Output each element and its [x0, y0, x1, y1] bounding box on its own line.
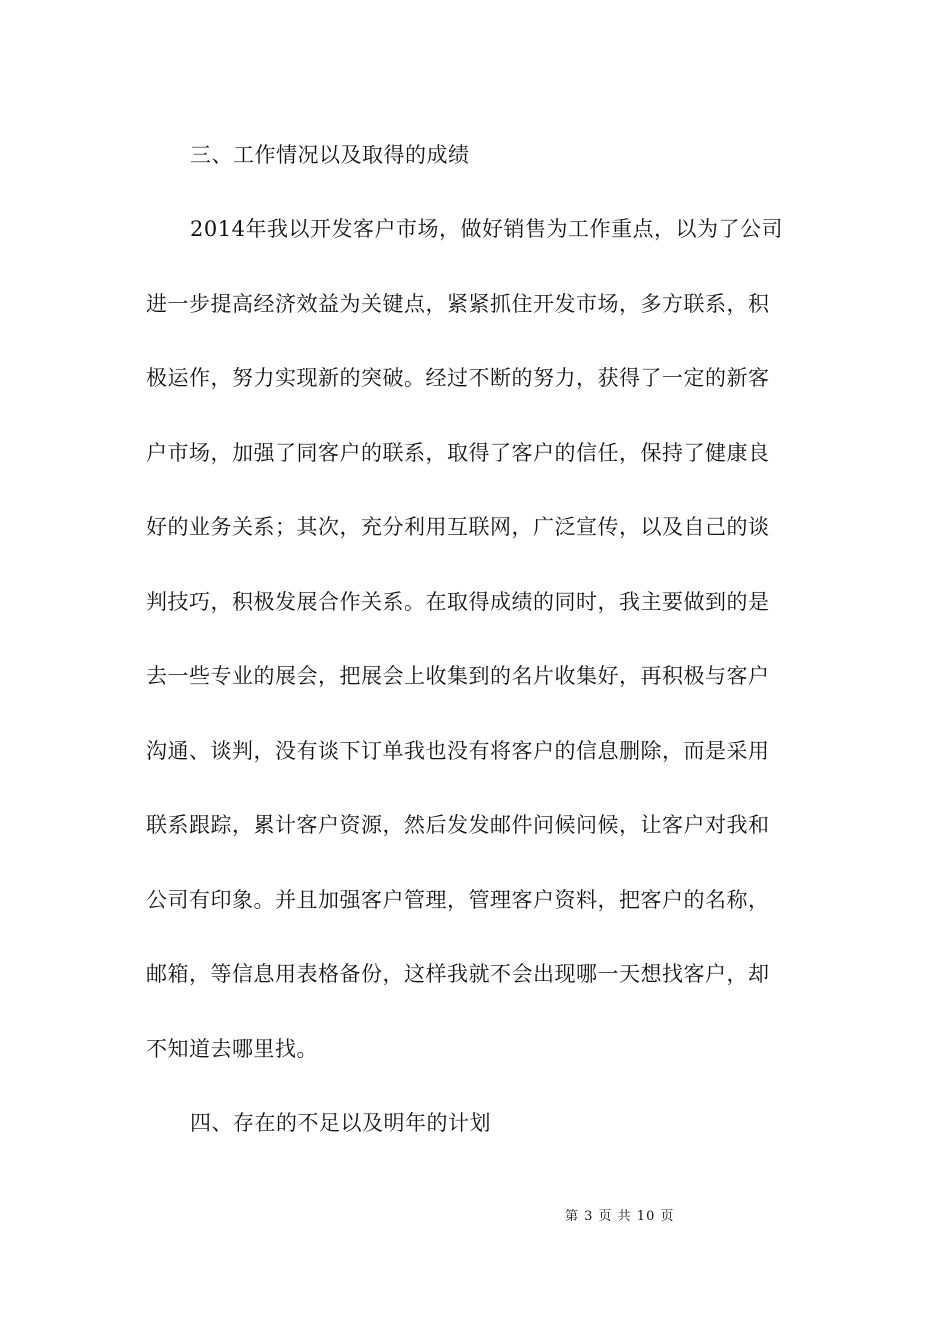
section-heading-3: 三、工作情况以及取得的成绩 — [190, 143, 470, 167]
paragraph-line: 进一步提高经济效益为关键点，紧紧抓住开发市场，多方联系，积 — [146, 292, 770, 316]
paragraph-line: 好的业务关系；其次，充分利用互联网，广泛宣传，以及自己的谈 — [146, 515, 770, 539]
paragraph-line: 判技巧，积极发展合作关系。在取得成绩的同时，我主要做到的是 — [146, 590, 770, 614]
paragraph-line: 不知道去哪里找。 — [146, 1037, 318, 1061]
paragraph-line: 公司有印象。并且加强客户管理，管理客户资料，把客户的名称， — [146, 888, 770, 912]
page-number: 第 3 页 共 10 页 — [565, 1209, 675, 1224]
paragraph-line: 邮箱，等信息用表格备份，这样我就不会出现哪一天想找客户，却 — [146, 962, 770, 986]
paragraph-line: 2014年我以开发客户市场，做好销售为工作重点，以为了公司 — [190, 217, 783, 241]
paragraph-line: 去一些专业的展会，把展会上收集到的名片收集好，再积极与客户 — [146, 664, 770, 688]
paragraph-line: 极运作，努力实现新的突破。经过不断的努力，获得了一定的新客 — [146, 366, 770, 390]
section-heading-4: 四、存在的不足以及明年的计划 — [190, 1111, 491, 1135]
paragraph-line: 联系跟踪，累计客户资源，然后发发邮件问候问候，让客户对我和 — [146, 813, 770, 837]
paragraph-line: 户市场，加强了同客户的联系，取得了客户的信任，保持了健康良 — [146, 441, 770, 465]
paragraph-line: 沟通、谈判，没有谈下订单我也没有将客户的信息删除，而是采用 — [146, 739, 770, 763]
